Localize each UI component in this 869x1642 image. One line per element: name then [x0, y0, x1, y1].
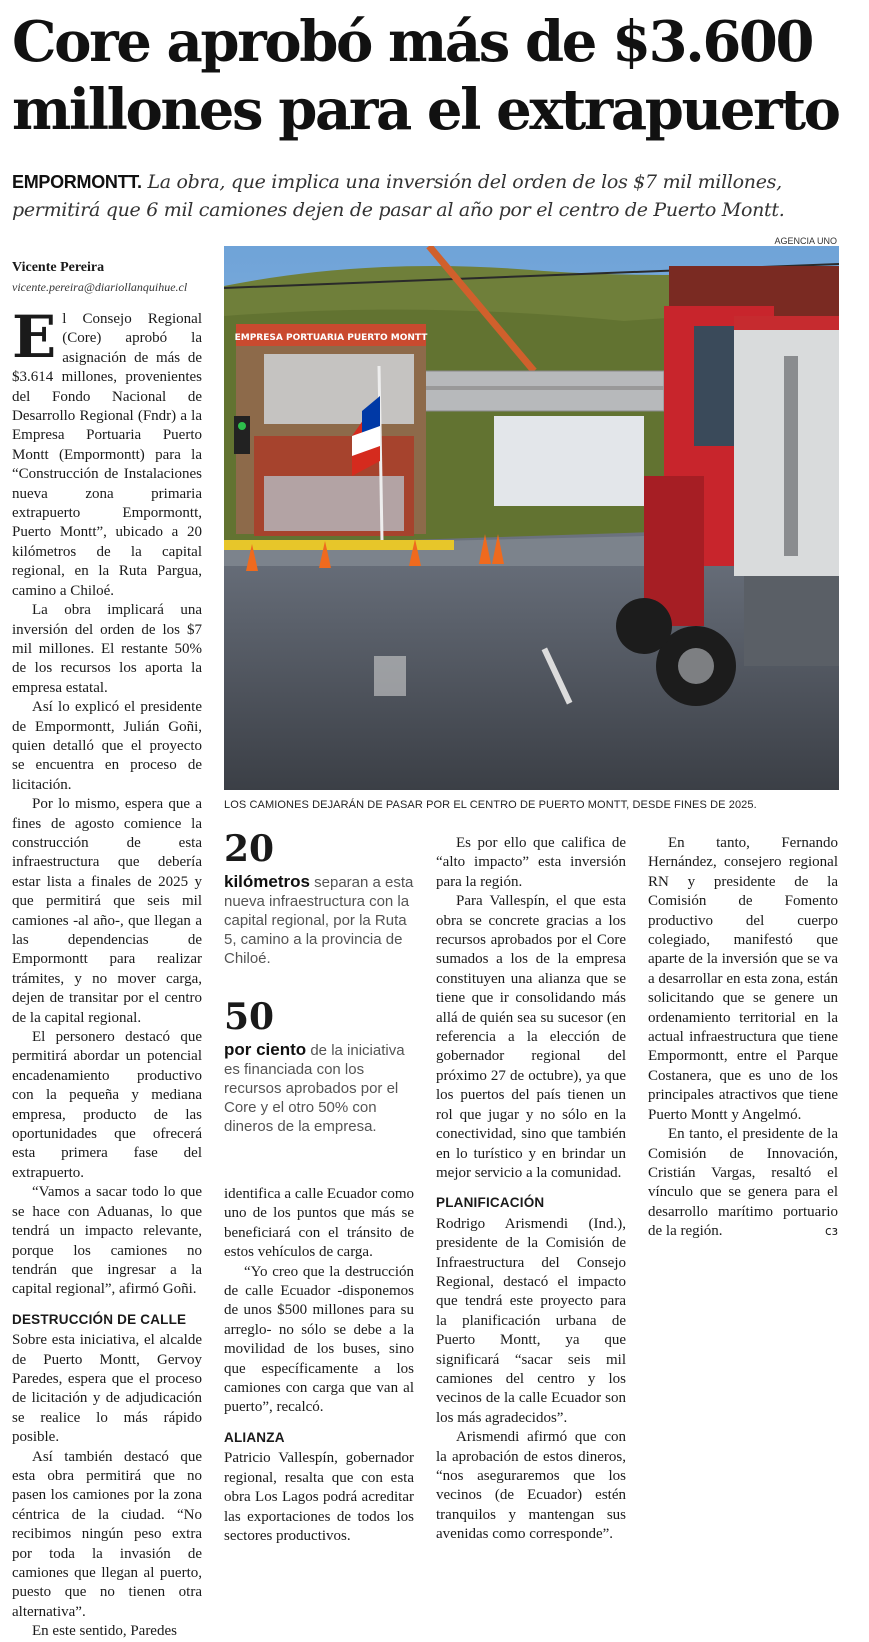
paragraph: “Yo creo que la destrucción de calle Ecuador -disponemos de unos $500 millones para su arreglo- no sólo se debe a la movilidad de los buses, sino que específicamente a los camiones con carga que van al puerto”, recalcó.: [224, 1263, 414, 1416]
paragraph: Arismendi afirmó que con la aprobación de estos dineros, “nos aseguraremos que los vecinos (de Ecuador) estén tranquilos y mantengan sus avenidas como corresponde”.: [436, 1429, 626, 1543]
paragraph: La obra implicará una inversión del orden de los $7 mil millones. El restante 50% de los recursos los aporta la empresa estatal.: [12, 602, 202, 696]
paragraph: Sobre esta iniciativa, el alcalde de Puerto Montt, Gervoy Paredes, espera que el proceso de licitación y de adjudicación se realice lo más rápido posible.: [12, 1332, 202, 1446]
column-1: [12, 303, 202, 1642]
stat-box: [224, 830, 414, 968]
paragraph: [12, 303, 202, 601]
news-photo: [224, 246, 839, 790]
stat-number: 20: [224, 828, 275, 870]
paragraph: Así lo explicó el presidente de Empormontt, Julián Goñi, quien detalló que el proyecto se encuentra en proceso de licitación.: [12, 699, 202, 793]
paragraph: [648, 1125, 838, 1241]
stat-number: 50: [224, 996, 275, 1038]
paragraph: El personero destacó que permitirá abordar un potencial encadenamiento productivo con la pequeña y mediana empresa, producto de las oportunidades que ofrecerá esta primera fase del extrapuerto.: [12, 1029, 202, 1181]
byline: [12, 260, 212, 295]
paragraph: “Vamos a sacar todo lo que se hace con Aduanas, lo que tendrá un impacto relevante, porque los camiones no tendrán que ingresar a la capital regional”, afirmó Goñi.: [12, 1184, 202, 1298]
end-mark-icon: cз: [825, 1224, 838, 1239]
headline: Core aprobó más de $3.600 millones para el extrapuerto: [12, 9, 839, 143]
paragraph: Rodrigo Arismendi (Ind.), presidente de la Comisión de Infraestructura del Consejo Regional, destacó el impacto que tendrá este proyecto para la planificación urbana de Puerto Montt, ya que significará “sacar seis mil camiones del centro y los vecinos de la calle Ecuador son los más agradecidos”.: [436, 1215, 626, 1426]
subheading: PLANIFICACIÓN: [436, 1195, 545, 1211]
column-2: [224, 1185, 414, 1546]
stat-unit: kilómetros: [224, 872, 310, 891]
sign-text: EMPRESA PORTUARIA PUERTO MONTT: [234, 333, 428, 343]
subheading: DESTRUCCIÓN DE CALLE: [12, 1311, 187, 1327]
deck-kicker: EMPORMONTT.: [12, 172, 142, 192]
stat-unit: por ciento: [224, 1040, 307, 1059]
photo-caption: LOS CAMIONES DEJARÁN DE PASAR POR EL CENTRO DE PUERTO MONTT, DESDE FINES DE 2025.: [224, 799, 757, 811]
stat-description: separan a esta nueva infraestructura con la capital regional, por la Ruta 5, camino a la provincia de Chiloé.: [224, 874, 414, 967]
author-email[interactable]: vicente.pereira@diariollanquihue.cl: [12, 280, 188, 294]
photo-credit: AGENCIA UNO: [774, 236, 837, 246]
paragraph: Es por ello que califica de “alto impacto” esta inversión para la región.: [436, 835, 626, 890]
paragraph: identifica a calle Ecuador como uno de los puntos que más se beneficiará con el tránsito de estos vehículos de carga.: [224, 1186, 414, 1261]
stat-text: [224, 872, 414, 968]
stat-description: de la iniciativa es financiada con los recursos aprobados por el Core y el otro 50% con dineros de la empresa.: [224, 1042, 405, 1135]
paragraph: En este sentido, Paredes: [32, 1623, 177, 1640]
column-4: [648, 834, 838, 1242]
subheading: ALIANZA: [224, 1429, 285, 1445]
paragraph: Patricio Vallespín, gobernador regional, resalta que con esta obra Los Lagos podrá acreditar las exportaciones de todos los sectores productivos.: [224, 1450, 414, 1544]
deck-text: La obra, que implica una inversión del orden de los $7 mil millones, permitirá que 6 mil camiones dejen de pasar al año por el centro de Puerto Montt.: [12, 171, 785, 221]
paragraph-text: l Consejo Regional (Core) aprobó la asignación de más de $3.614 millones, provenientes del Fondo Nacional de Desarrollo Regional (Fndr) a la Empresa Portuaria Puerto Montt (Empormontt) para la “Construcción de Instalaciones nueva zona primaria extrapuerto Empormontt, Puerto Montt”, ubicado a 20 kilómetros de la capital regional, en la Ruta Pargua, camino a Chiloé.: [12, 311, 202, 599]
paragraph-text: En tanto, el presidente de la Comisión de Innovación, Cristián Vargas, resaltó el vínculo que se genera para el desarrollo marítimo portuario de la región.: [648, 1126, 838, 1240]
dropcap: E: [12, 303, 57, 371]
column-3: [436, 834, 626, 1545]
stat-box: [224, 998, 414, 1136]
paragraph: Por lo mismo, espera que a fines de agosto comience la construcción de esta infraestructura que debería estar lista a finales de 2025 y que permitirá que seis mil camiones -al año-, que llegan a las dependencias de Empormontt para realizar trámites, y no mover carga, dejen de transitar por el centro de la capital regional.: [12, 796, 202, 1026]
paragraph: Para Vallespín, el que esta obra se concrete gracias a los recursos aprobados por el Core sumados a los de la empresa constituyen una alianza que se tiene que ir consolidando más allá de quién sea su sucesor (en referencia a la elección de gobernador regional del próximo 27 de octubre), ya que los puertos del país tienen un rol que jugar y no sólo en la conectividad, sino que también en lo turístico y en brindar un mejor servicio a la comunidad.: [436, 893, 626, 1181]
paragraph: Así también destacó que esta obra permitirá que no pasen los camiones por la zona céntrica de la ciudad. “No recibimos ningún peso extra por toda la invasión de camiones que llegan al puerto, puesto que no tienen otra alternativa”.: [12, 1448, 202, 1620]
author-name: Vicente Pereira: [12, 260, 105, 275]
stat-text: [224, 1040, 414, 1136]
deck: [12, 168, 862, 224]
paragraph: En tanto, Fernando Hernández, consejero regional RN y presidente de la Comisión de Fomento productivo del cuerpo colegiado, manifestó que aparte de la inversión que se va a desarrollar en esta zona, están solicitando que se genere un ordenamiento territorial en la actual infraestructura que tiene Empormontt, entre el Parque Costanera, que es uno de los principales atractivos que tiene Puerto Montt y Angelmó.: [648, 835, 838, 1123]
